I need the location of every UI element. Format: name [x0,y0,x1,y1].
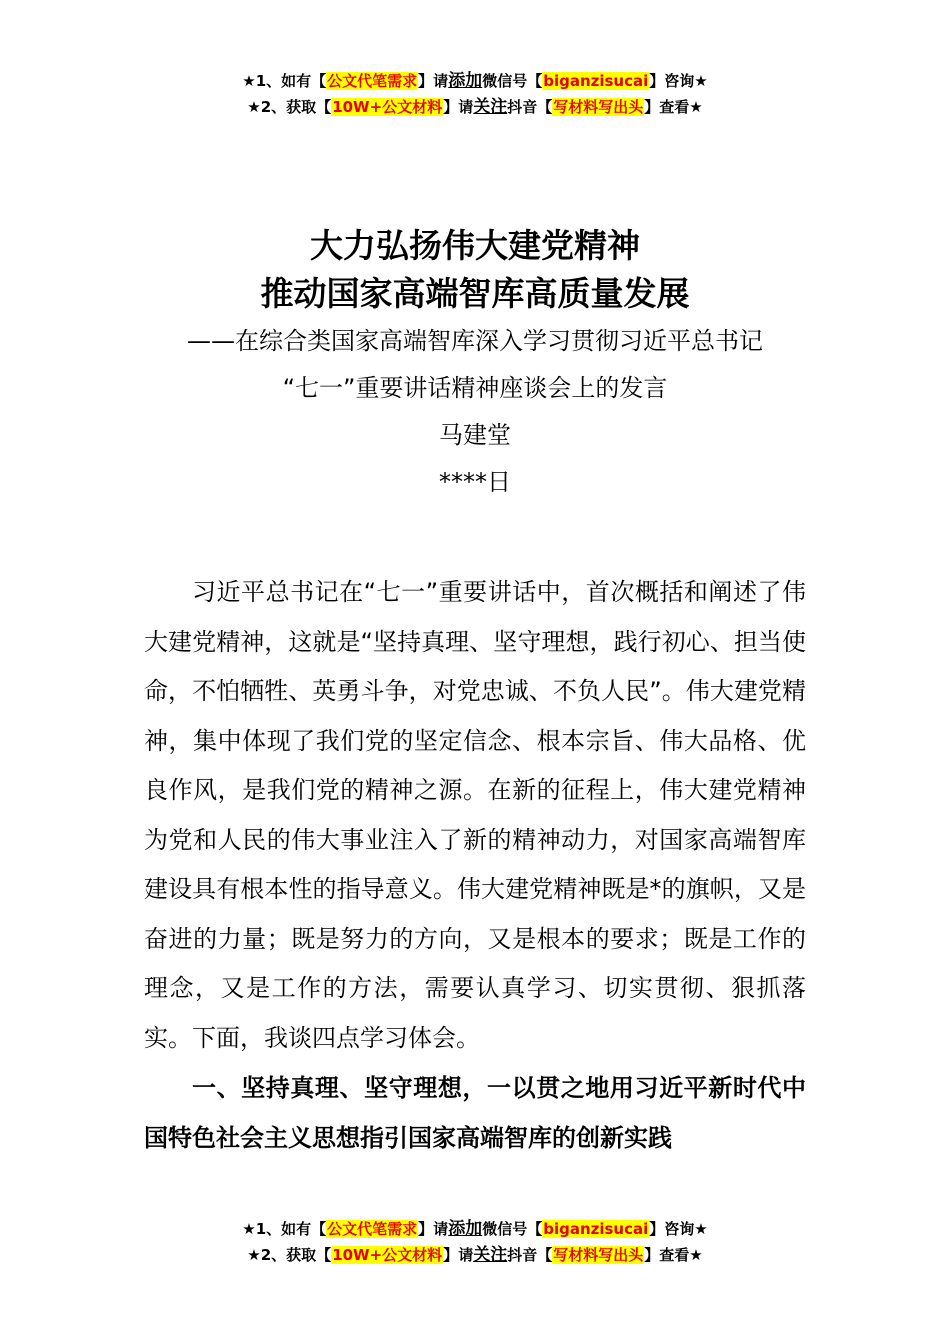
banner-text: 】请 [418,1220,449,1238]
banner-douyin-id: 写材料写出头 [553,98,644,116]
document-subtitle-line-1: ——在综合类国家高端智库深入学习贯彻习近平总书记 [187,327,763,355]
banner-underline: 添加 [448,71,483,91]
section-heading: 一、坚持真理、坚守理想，一以贯之地用习近平新时代中国特色社会主义思想指引国家高端智库的创新实践 [144,1074,806,1152]
banner-highlight: 公文代笔需求 [327,1220,418,1238]
bottom-banner [0,1216,950,1268]
banner-wechat-id: biganzisucai [543,1220,649,1238]
document-subtitle-line-2: “七一”重要讲话精神座谈会上的发言 [282,374,668,402]
banner-line-2 [0,1242,950,1268]
document-body [144,568,806,1163]
banner-text: 微信号【 [482,1220,543,1238]
banner-text: ★1、如有【 [242,72,327,90]
banner-line-1 [0,1216,950,1242]
banner-text: 】请 [418,72,449,90]
title-block [0,222,950,506]
document-author: 马建堂 [439,421,511,449]
banner-text: ★2、获取【 [247,1246,332,1264]
banner-text: 】查看★ [644,1246,703,1264]
document-date: ****日 [439,468,511,496]
banner-douyin-id: 写材料写出头 [553,1246,644,1264]
banner-text: 】咨询★ [649,1220,708,1238]
banner-line-1 [0,68,950,94]
banner-wechat-id: biganzisucai [543,72,649,90]
body-paragraph: 习近平总书记在“七一”重要讲话中，首次概括和阐述了伟大建党精神，这就是“坚持真理、坚守理想，践行初心、担当使命，不怕牺牲、英勇斗争，对党忠诚、不负人民”。伟大建党精神，集中体现了我们党的坚定信念、根本宗旨、伟大品格、优良作风，是我们党的精神之源。在新的征程上，伟大建党精神为党和人民的伟大事业注入了新的精神动力，对国家高端智库建设具有根本性的指导意义。伟大建党精神既是*的旗帜，又是奋进的力量；既是努力的方向，又是根本的要求；既是工作的理念，又是工作的方法，需要认真学习、切实贯彻、狠抓落实。下面，我谈四点学习体会。 [144,578,806,1052]
banner-text: 抖音【 [507,98,553,116]
banner-text: 】请 [443,98,474,116]
banner-highlight: 10W+公文材料 [332,98,443,116]
document-title-line-1: 大力弘扬伟大建党精神 [310,226,640,265]
document-title-line-2: 推动国家高端智库高质量发展 [260,274,690,313]
banner-highlight: 10W+公文材料 [332,1246,443,1264]
top-banner [0,68,950,120]
banner-underline: 关注 [473,97,508,117]
banner-underline: 关注 [473,1245,508,1265]
banner-underline: 添加 [448,1219,483,1239]
banner-text: 抖音【 [507,1246,553,1264]
banner-highlight: 公文代笔需求 [327,72,418,90]
banner-text: ★1、如有【 [242,1220,327,1238]
banner-text: 】查看★ [644,98,703,116]
banner-text: 】请 [443,1246,474,1264]
banner-line-2 [0,94,950,120]
banner-text: 微信号【 [482,72,543,90]
banner-text: 】咨询★ [649,72,708,90]
banner-text: ★2、获取【 [247,98,332,116]
